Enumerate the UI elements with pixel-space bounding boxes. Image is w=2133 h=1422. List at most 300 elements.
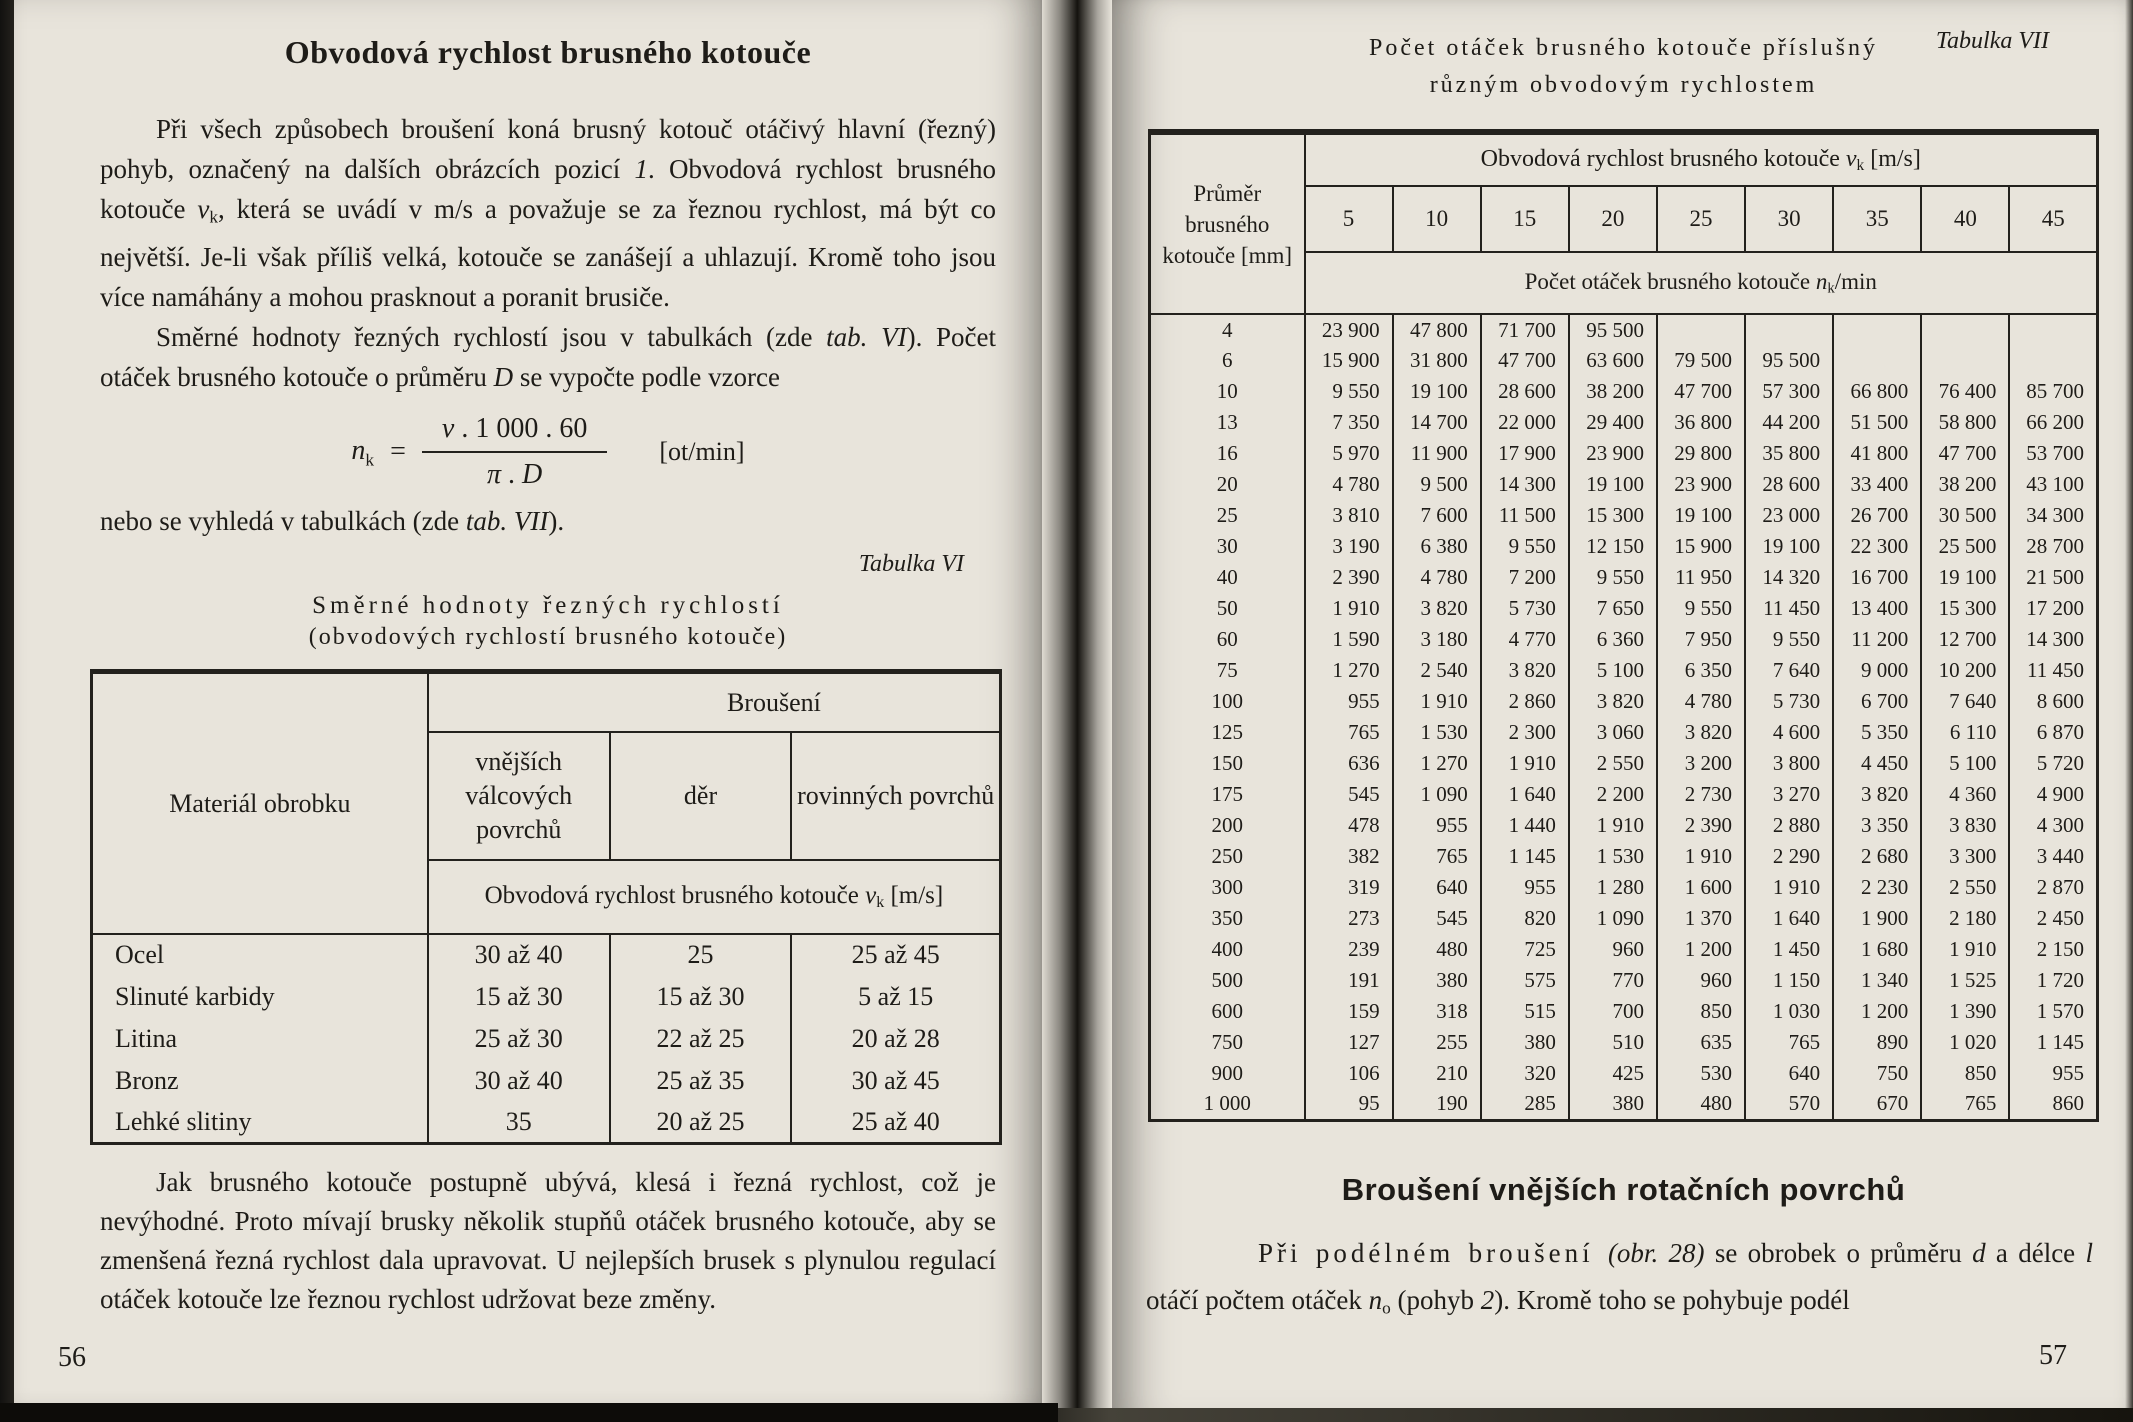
table-cell: 20 [1216,472,1238,496]
paragraph-grinding: Při podélném broušení (obr. 28) se obrobek o průměru d a délce l otáčí počtem otáček no (pohyb 2). Kromě toho se pohybuje podél [1146,1237,2094,1317]
table6-speed-header: Obvodová rychlost brusného kotouče vk [m/s] [428,860,1001,934]
table-cell: 5 350 [1833,717,1921,748]
table-cell: 570 [1745,1089,1833,1120]
table-cell: 510 [1569,1027,1657,1058]
table-cell: 6 870 [2009,717,2097,748]
table-cell: 4 770 [1481,624,1569,655]
table7-speed-col: 20 [1569,186,1657,252]
table-cell: 955 [1481,872,1569,903]
table-cell: 53 700 [2009,438,2097,469]
table-cell: 640 [1393,872,1481,903]
table-row [1150,562,2098,593]
table-cell: 1 910 [1745,872,1833,903]
table-cell: Slinuté karbidy [115,981,275,1011]
table-cell: 13 [1216,410,1238,434]
table-cell: 2 730 [1657,779,1745,810]
table-cell: 2 230 [1833,872,1921,903]
table-cell: 1 640 [1481,779,1569,810]
formula-denominator: π . D [422,451,607,491]
table-cell: 3 820 [1481,655,1569,686]
paragraph-formula-intro: Směrné hodnoty řezných rychlostí jsou v tabulkách (zde tab. VI). Počet otáček brusného kotouče o průměru D se vypočte podle vzorce [100,322,996,393]
table-cell: 890 [1833,1027,1921,1058]
table-cell: 3 190 [1305,531,1393,562]
formula-fraction [422,413,607,491]
table-cell: 1 900 [1833,903,1921,934]
table-row [92,1102,1001,1144]
table-cell: 4 780 [1393,562,1481,593]
table-cell: 1 450 [1745,934,1833,965]
table-row [1150,810,2098,841]
table-cell: 960 [1569,934,1657,965]
table-cell: 765 [1393,841,1481,872]
table-cell: 15 300 [1921,593,2009,624]
table-cell: 34 300 [2009,500,2097,531]
table-row [1150,996,2098,1027]
table-row [1150,717,2098,748]
table-cell: 38 200 [1569,376,1657,407]
table6-subcaption: (obvodových rychlostí brusného kotouče) [308,624,788,651]
table-cell: 25 až 35 [610,1060,792,1102]
table-cell: 25 až 40 [791,1102,1000,1144]
table-cell: 3 200 [1657,748,1745,779]
table7-count-header: Počet otáček brusného kotouče nk/min [1305,252,2098,314]
table-cell: 273 [1305,903,1393,934]
table-cell: 5 100 [1569,655,1657,686]
table-row [1150,593,2098,624]
table-cell: 26 700 [1833,500,1921,531]
table-cell: 955 [1305,686,1393,717]
table-cell: 350 [1211,906,1243,930]
table-cell: Lehké slitiny [115,1107,252,1137]
table-cell: 30 až 40 [428,934,610,976]
table7-speed-col: 10 [1393,186,1481,252]
table-cell: 860 [2009,1089,2097,1120]
table-cell: 3 060 [1569,717,1657,748]
table-cell: 9 000 [1833,655,1921,686]
table-cell: 765 [1305,717,1393,748]
table-cell: 4 900 [2009,779,2097,810]
table-cell: 47 700 [1921,438,2009,469]
table-cell: 7 640 [1921,686,2009,717]
table-cell: 750 [1833,1058,1921,1089]
table-cell: 2 540 [1393,655,1481,686]
table-cell: 1 590 [1305,624,1393,655]
table-cell: 22 300 [1833,531,1921,562]
table-cell: 400 [1211,937,1243,961]
table-cell: 9 550 [1569,562,1657,593]
table-cell: 25 [610,934,792,976]
table-cell: 1 910 [1393,686,1481,717]
table-cell: 2 150 [2009,934,2097,965]
table-cell: 6 700 [1833,686,1921,717]
table-cell: 480 [1657,1089,1745,1120]
table-cell: 15 300 [1569,500,1657,531]
table-cell: Bronz [115,1065,179,1095]
table-cell: 725 [1481,934,1569,965]
table-cell: 955 [2009,1058,2097,1089]
table-cell: 43 100 [2009,469,2097,500]
table-cell: 1 270 [1393,748,1481,779]
table-cell: 1 390 [1921,996,2009,1027]
table-cell: 1 280 [1569,872,1657,903]
table-cell: 1 145 [1481,841,1569,872]
table-cell: 1 530 [1393,717,1481,748]
table-cell: 700 [1569,996,1657,1027]
table-cell: 33 400 [1833,469,1921,500]
table-row [1150,132,2098,186]
table-cell: 3 820 [1569,686,1657,717]
table-cell: Litina [115,1023,178,1053]
table-cell: 95 [1305,1089,1393,1120]
table-cell: 28 700 [2009,531,2097,562]
table-cell: 14 300 [1481,469,1569,500]
table-cell: 636 [1305,748,1393,779]
table-cell: 47 800 [1393,314,1481,345]
table6-header [92,672,1001,934]
table-cell: 1 640 [1745,903,1833,934]
table-cell: 1 000 [1203,1091,1251,1116]
table-row [1150,934,2098,965]
table-cell: 30 500 [1921,500,2009,531]
table-cell: 28 600 [1481,376,1569,407]
book-gutter [1040,0,1112,1422]
table7-title-line2: různým obvodovým rychlostem [1429,72,1818,98]
table-cell: 25 500 [1921,531,2009,562]
table-cell: 5 730 [1481,593,1569,624]
table-cell: 25 až 30 [428,1018,610,1060]
page-left [14,0,1042,1422]
table-cell: 900 [1211,1061,1243,1085]
table-cell: 159 [1305,996,1393,1027]
page-title: Obvodová rychlost brusného kotouče [284,34,812,70]
table-cell: 380 [1481,1027,1569,1058]
table-cell: 4 780 [1305,469,1393,500]
table-cell: 955 [1393,810,1481,841]
formula-unit: [ot/min] [659,437,745,467]
table-cell: 1 910 [1569,810,1657,841]
table7-speed-col: 40 [1921,186,2009,252]
table-cell: 11 500 [1481,500,1569,531]
table-cell: 175 [1211,782,1243,806]
table-cell: 239 [1305,934,1393,965]
table-cell: 6 [1222,348,1233,372]
table-cell: 14 320 [1745,562,1833,593]
table-cell: 380 [1393,965,1481,996]
table-cell: 190 [1393,1089,1481,1120]
formula-n-sub: k [365,450,375,470]
table-cell: 10 200 [1921,655,2009,686]
table-cell: 1 910 [1481,748,1569,779]
table-row [1150,779,2098,810]
table-row [1150,376,2098,407]
table-cell: 285 [1481,1089,1569,1120]
table-cell: 3 820 [1833,779,1921,810]
table-row [1150,407,2098,438]
table-cell: 23 900 [1305,314,1393,345]
page-number-left: 56 [58,1342,86,1373]
formula-numerator: v . 1 000 . 60 [441,413,588,445]
table-cell: 3 350 [1833,810,1921,841]
table-cell: 4 450 [1833,748,1921,779]
table6-col-header: rovinných povrchů [791,732,1000,860]
table-cell: 22 až 25 [610,1018,792,1060]
table-cell: 2 390 [1305,562,1393,593]
table-cell: 3 830 [1921,810,2009,841]
table-cell [2009,314,2097,345]
table6-body [92,934,1001,1144]
table-cell: 4 600 [1745,717,1833,748]
table-cell: 2 870 [2009,872,2097,903]
table-row [1150,438,2098,469]
table-cell: 19 100 [1569,469,1657,500]
table-cell: 1 910 [1657,841,1745,872]
table-cell: 12 700 [1921,624,2009,655]
table-cell [1833,345,1921,376]
table-cell: 1 020 [1921,1027,2009,1058]
table-cell: 2 450 [2009,903,2097,934]
table-row [1150,1027,2098,1058]
table-cell: 2 880 [1745,810,1833,841]
table-cell: 11 450 [2009,655,2097,686]
table-cell: 4 [1222,317,1233,342]
table-row [1150,748,2098,779]
formula-n: n [351,434,366,466]
table-cell: 25 až 45 [791,934,1000,976]
table-cell: 3 820 [1657,717,1745,748]
table-cell: 17 900 [1481,438,1569,469]
table-cell: 5 až 15 [791,976,1000,1018]
table-cell: 12 150 [1569,531,1657,562]
table-cell: 3 300 [1921,841,2009,872]
table-cell: 1 340 [1833,965,1921,996]
table-cell: 6 110 [1921,717,2009,748]
table-cell: 4 300 [2009,810,2097,841]
table-row [92,934,1001,976]
table-cell: 200 [1211,813,1243,837]
table-cell: 3 820 [1393,593,1481,624]
table-vii [1148,129,2099,1122]
table-cell [2009,345,2097,376]
table7-header [1150,132,2098,314]
table-cell: 47 700 [1657,376,1745,407]
page-number-right: 57 [2039,1340,2067,1371]
table-cell: 35 800 [1745,438,1833,469]
table-vi [90,669,1002,1145]
table-row [1150,500,2098,531]
table-cell: 79 500 [1657,345,1745,376]
table-cell: 38 200 [1921,469,2009,500]
table-cell: 85 700 [2009,376,2097,407]
table-cell: 1 090 [1569,903,1657,934]
table-cell: 9 550 [1481,531,1569,562]
table7-speed-col: 45 [2009,186,2097,252]
table-cell: 5 730 [1745,686,1833,717]
table-cell: 9 550 [1657,593,1745,624]
table-cell: 51 500 [1833,407,1921,438]
table-cell: 17 200 [2009,593,2097,624]
table-cell: 30 až 45 [791,1060,1000,1102]
table-row [92,1018,1001,1060]
table-cell: 95 500 [1745,345,1833,376]
table-cell: 106 [1305,1058,1393,1089]
table-cell: 23 900 [1657,469,1745,500]
table-cell: 478 [1305,810,1393,841]
table-cell: 1 720 [2009,965,2097,996]
table7-speed-col: 25 [1657,186,1745,252]
table-cell: 1 910 [1921,934,2009,965]
table-cell: 3 800 [1745,748,1833,779]
page-right [1112,0,2133,1422]
table-cell: 210 [1393,1058,1481,1089]
table-cell: 382 [1305,841,1393,872]
table-cell: 20 až 28 [791,1018,1000,1060]
table-row [1150,965,2098,996]
formula-nk [100,413,996,491]
table-cell: 40 [1216,565,1238,589]
table-cell: 100 [1211,689,1243,713]
table-cell: 11 950 [1657,562,1745,593]
table-row [92,976,1001,1018]
table-cell: 127 [1305,1027,1393,1058]
table-cell: 380 [1569,1089,1657,1120]
paragraph-bottom: Jak brusného kotouče postupně ubývá, klesá i řezná rychlost, což je nevýhodné. Proto mívají brusky několik stupňů otáček brusného kotouče, aby se zmenšená řezná rychlost dala upravovat. U nejlepších brusek s plynulou regulací otáček kotouče lze řeznou rychlost udržovat beze změny. [100,1167,996,1315]
table-cell: 10 [1216,379,1238,403]
table-cell: 29 400 [1569,407,1657,438]
table-cell: 1 910 [1305,593,1393,624]
table-cell: 19 100 [1393,376,1481,407]
table-cell: 19 100 [1657,500,1745,531]
table-cell: 6 360 [1569,624,1657,655]
table-cell: 770 [1569,965,1657,996]
table-row [1150,872,2098,903]
table-cell: 4 780 [1657,686,1745,717]
table-cell: 1 200 [1657,934,1745,965]
formula-lhs [351,435,374,471]
table6-col-header: vnějších válcových povrchů [428,732,610,860]
table-cell: 500 [1211,968,1243,992]
table-cell: 35 [428,1102,610,1144]
table-row [1150,1089,2098,1120]
table7-speed-col: 35 [1833,186,1921,252]
table-cell: 7 640 [1745,655,1833,686]
section-heading: Broušení vnějších rotačních povrchů [1341,1171,1906,1207]
table-cell [1921,314,2009,345]
table-cell: 640 [1745,1058,1833,1089]
table-cell: 850 [1921,1058,2009,1089]
table-cell: 60 [1216,627,1238,651]
table-cell: 2 860 [1481,686,1569,717]
table-cell: 318 [1393,996,1481,1027]
table-row [1150,1058,2098,1089]
table-cell: 6 350 [1657,655,1745,686]
table-row [92,672,1001,732]
table7-header-diameter: Průměr brusného kotouče [mm] [1150,132,1305,314]
scan-edge-right [2125,0,2133,1422]
table-cell: 23 900 [1569,438,1657,469]
table-cell: 15 až 30 [428,976,610,1018]
table-cell: 3 810 [1305,500,1393,531]
table-cell: 850 [1657,996,1745,1027]
table-cell: 480 [1393,934,1481,965]
table-cell: 16 700 [1833,562,1921,593]
table-cell: 319 [1305,872,1393,903]
table-cell: 2 300 [1481,717,1569,748]
table-cell: 7 200 [1481,562,1569,593]
table-cell: 765 [1745,1027,1833,1058]
table-cell: 21 500 [2009,562,2097,593]
table-cell: Ocel [115,940,165,970]
table-cell: 1 145 [2009,1027,2097,1058]
table-cell: 75 [1216,658,1238,682]
table-cell: 6 380 [1393,531,1481,562]
table-cell: 15 900 [1657,531,1745,562]
table-cell: 2 290 [1745,841,1833,872]
table-cell: 2 390 [1657,810,1745,841]
table7-speed-header: Obvodová rychlost brusného kotouče vk [m/s] [1305,132,2098,186]
table-cell: 2 200 [1569,779,1657,810]
table-cell: 36 800 [1657,407,1745,438]
table-cell: 1 030 [1745,996,1833,1027]
table-cell: 63 600 [1569,345,1657,376]
table-cell: 575 [1481,965,1569,996]
table-cell: 66 800 [1833,376,1921,407]
table-row [1150,314,2098,345]
table-cell: 960 [1657,965,1745,996]
table-cell: 1 570 [2009,996,2097,1027]
table-cell: 255 [1393,1027,1481,1058]
table-cell: 30 až 40 [428,1060,610,1102]
table-cell: 23 000 [1745,500,1833,531]
table-cell: 3 180 [1393,624,1481,655]
table-cell: 1 370 [1657,903,1745,934]
table-row [1150,345,2098,376]
table-row [1150,469,2098,500]
table-cell: 2 180 [1921,903,2009,934]
table-cell: 57 300 [1745,376,1833,407]
table-cell: 4 360 [1921,779,2009,810]
table-cell: 14 300 [2009,624,2097,655]
table-cell: 2 680 [1833,841,1921,872]
table6-caption: Směrné hodnoty řezných rychlostí [312,592,784,620]
table-cell: 1 600 [1657,872,1745,903]
table-cell: 545 [1305,779,1393,810]
table-row [1150,624,2098,655]
table-cell: 250 [1211,844,1243,868]
table-row [1150,841,2098,872]
table7-speed-col: 30 [1745,186,1833,252]
table-cell: 2 550 [1921,872,2009,903]
table-cell: 47 700 [1481,345,1569,376]
table-cell: 11 450 [1745,593,1833,624]
table-cell: 28 600 [1745,469,1833,500]
table7-title-line1: Počet otáček brusného kotouče příslušný [1369,35,1878,61]
table-cell: 19 100 [1745,531,1833,562]
table-cell: 3 270 [1745,779,1833,810]
table-cell: 95 500 [1569,314,1657,345]
table-cell: 1 440 [1481,810,1569,841]
table-cell: 25 [1216,503,1238,527]
table-cell: 1 530 [1569,841,1657,872]
table-cell: 11 900 [1393,438,1481,469]
table-cell: 19 100 [1921,562,2009,593]
table-row [1150,903,2098,934]
table-cell: 1 270 [1305,655,1393,686]
paragraph-intro: Při všech způsobech broušení koná brusný kotouč otáčivý hlavní (řezný) pohyb, označený na dalších obrázcích pozicí 1. Obvodová rychlost brusného kotouče vk, která se uvádí v m/s a považuje se za řeznou rychlost, má být co největší. Je-li však příliš velká, kotouče se zanášejí a uhlazují. Kromě toho jsou více namáhány a mohou prasknout a poranit brusiče. [100,114,996,313]
table-cell: 44 200 [1745,407,1833,438]
table-cell: 425 [1569,1058,1657,1089]
table-row [1150,531,2098,562]
table-cell: 820 [1481,903,1569,934]
